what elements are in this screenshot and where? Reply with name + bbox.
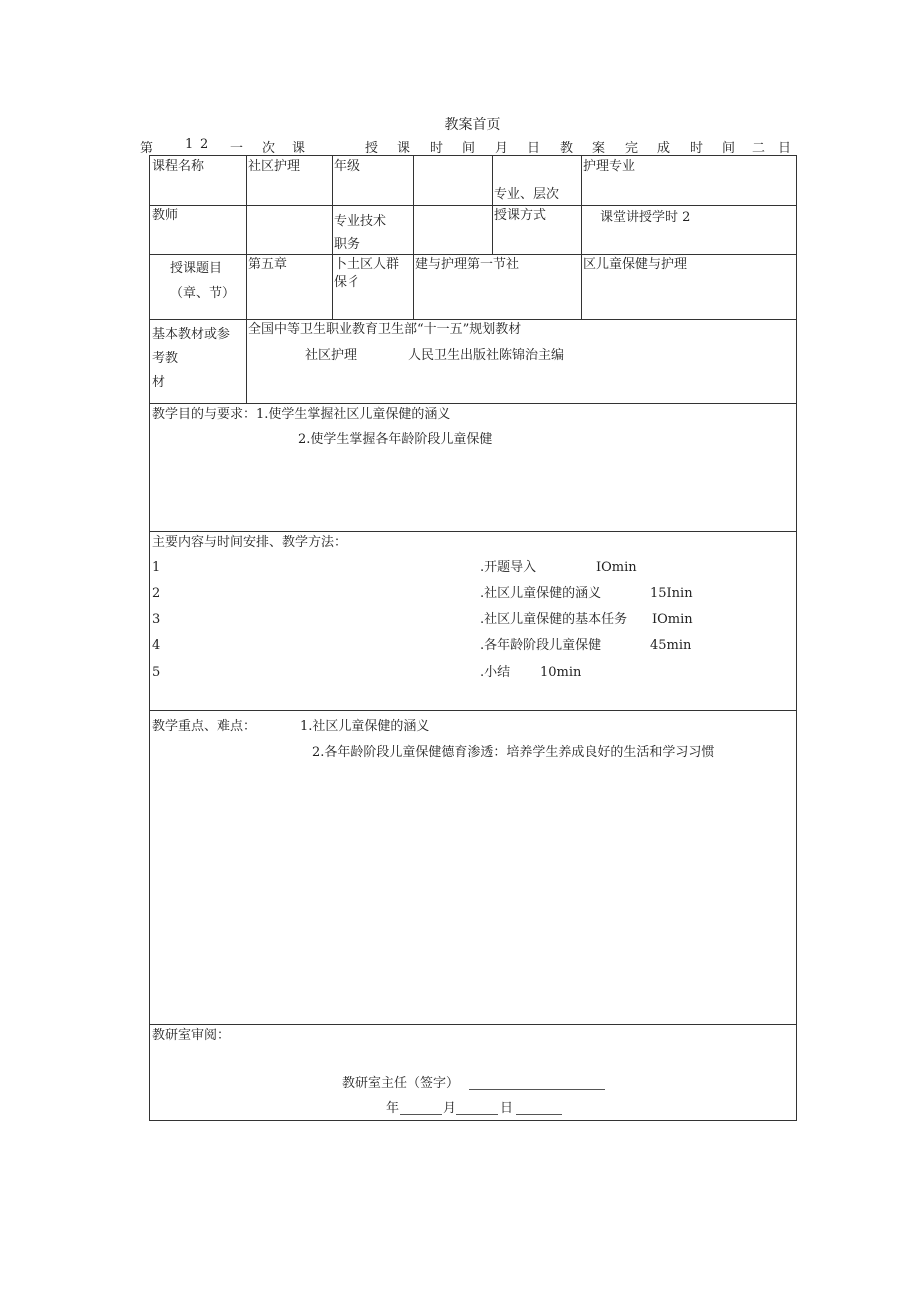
header-char: 成 (657, 141, 671, 156)
content-item-time: 10min (540, 665, 582, 680)
title-label-line2: 职务 (334, 237, 361, 252)
row-divider (150, 531, 796, 532)
page-title: 教案首页 (444, 117, 501, 133)
course-name-value: 社区护理 (248, 159, 301, 174)
content-item-text: .社区儿童保健的涵义 (480, 586, 602, 601)
textbook-label-line1: 基本教材或参 (152, 327, 231, 342)
col-divider (492, 156, 493, 254)
content-item-number: 3 (152, 612, 161, 627)
content-item-time: 45min (650, 638, 692, 653)
day-line (516, 1114, 562, 1115)
keypoints-label: 教学重点、难点： (152, 719, 257, 734)
header-char: 日 (527, 141, 541, 156)
textbook-series: 全国中等卫生职业教育卫生部“十一五”规划教材 (248, 322, 522, 337)
content-item-number: 4 (152, 638, 161, 653)
content-item-time: 15Inin (650, 586, 693, 601)
year-line (400, 1114, 442, 1115)
header-char: 第 (140, 141, 154, 156)
topic-fragment-a2: 保彳 (334, 275, 361, 290)
title-label-line1: 专业技术 (334, 214, 387, 229)
header-char: 教 (560, 141, 574, 156)
course-name-label: 课程名称 (152, 159, 205, 174)
col-divider (413, 156, 414, 319)
row-divider (150, 1024, 796, 1025)
topic-fragment-a1: 卜土区人群 (334, 257, 400, 272)
content-item-time: IOmin (596, 560, 637, 575)
header-char: 月 (495, 141, 509, 156)
signature-label: 教研室主任（签字） (342, 1076, 460, 1091)
textbook-publisher: 人民卫生出版社陈锦治主编 (408, 348, 565, 363)
lesson-plan-table (149, 155, 797, 1121)
header-char: 2 (200, 137, 209, 152)
review-label: 教研室审阅： (152, 1028, 231, 1043)
textbook-label-line3: 材 (152, 375, 166, 390)
content-item-text: .小结 (480, 665, 511, 680)
row-divider (150, 403, 796, 404)
topic-fragment-b: 建与护理第一节社 (415, 257, 520, 272)
content-item-number: 5 (152, 665, 161, 680)
header-char: 二 (752, 141, 766, 156)
topic-label-line1: 授课题目 (170, 261, 223, 276)
content-item-text: .各年龄阶段儿童保健 (480, 638, 602, 653)
keypoint-item-1: 1.社区儿童保健的涵义 (300, 719, 430, 734)
teaching-method-value: 课堂讲授学时 2 (600, 210, 691, 225)
col-divider (332, 156, 333, 319)
header-char: 时 (430, 141, 444, 156)
header-char: 课 (292, 141, 306, 156)
header-char: 课 (397, 141, 411, 156)
date-year-label: 年 (386, 1101, 400, 1116)
topic-label-line2: （章、节） (170, 286, 236, 301)
header-char: 时 (690, 141, 704, 156)
major-value: 护理专业 (583, 159, 636, 174)
header-char: 1 (185, 137, 194, 152)
row-divider (150, 710, 796, 711)
header-char: 案 (592, 141, 606, 156)
grade-label: 年级 (334, 159, 361, 174)
objectives-label: 教学目的与要求：1.使学生掌握社区儿童保健的涵义 (152, 407, 451, 422)
content-item-number: 2 (152, 586, 161, 601)
objective-item-2: 2.使学生掌握各年龄阶段儿童保健 (298, 432, 493, 447)
teaching-method-label: 授课方式 (494, 208, 547, 223)
content-item-text: .开题导入 (480, 560, 537, 575)
header-char: 日 (778, 141, 792, 156)
teacher-label: 教师 (152, 208, 179, 223)
content-label: 主要内容与时间安排、教学方法： (152, 535, 348, 550)
keypoint-item-2: 2.各年龄阶段儿童保健德育渗透：培养学生养成良好的生活和学习习惯 (312, 745, 715, 760)
topic-chapter: 第五章 (248, 257, 288, 272)
header-char: 间 (462, 141, 476, 156)
header-char: 一 (230, 141, 244, 156)
content-item-time: IOmin (652, 612, 693, 627)
col-divider (581, 156, 582, 319)
date-month-label: 月 (443, 1101, 457, 1116)
col-divider (246, 156, 247, 403)
header-char: 间 (722, 141, 736, 156)
topic-fragment-c: 区儿童保健与护理 (583, 257, 688, 272)
textbook-title: 社区护理 (305, 348, 358, 363)
date-day-label: 日 (500, 1101, 514, 1116)
signature-line (469, 1089, 605, 1090)
month-line (456, 1114, 498, 1115)
content-item-number: 1 (152, 560, 161, 575)
textbook-label-line2: 考教 (152, 351, 179, 366)
header-char: 次 (262, 141, 276, 156)
major-level-label: 专业、层次 (494, 187, 560, 202)
header-char: 授 (365, 141, 379, 156)
header-char: 完 (625, 141, 639, 156)
content-item-text: .社区儿童保健的基本任务 (480, 612, 628, 627)
